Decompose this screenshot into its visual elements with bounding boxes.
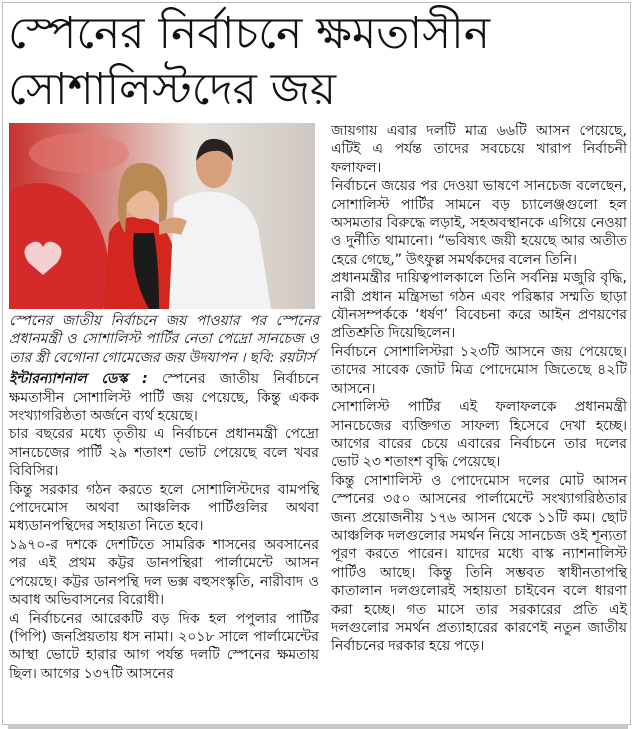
article-paragraph: জায়গায় এবার দলটি মাত্র ৬৬টি আসন পেয়েছে, এটিই এ পর্যন্ত তাদের সবচেয়ে খারাপ নির্বাচনী ফলাফল। (331, 123, 627, 176)
article-paragraph: সোশালিস্ট পার্টির এই ফলাফলকে প্রধানমন্ত্রী সানচেজের ব্যক্তিগত সাফল্য হিসেবে দেখা হচ্ছে। আগের বারের চেয়ে এবারের নির্বাচনে তার দলের ভোট ২৩ শতাংশ বৃদ্ধি পেয়েছে। (331, 399, 627, 471)
article-paragraph: নির্বাচনে জয়ের পর দেওয়া ভাষণে সানচেজ বলেছেন, সোশালিস্ট পার্টির সামনে বড় চ্যালেঞ্জগুলো হল অসমতার বিরুদ্ধে লড়াই, সহঅবস্থানকে এগিয়ে নেওয়া ও দুর্নীতি থামানো। “ভবিষ্যৎ জয়ী হয়েছে আর অতীত হেরে গেছে,” উৎফুল্ল সমর্থকদের বলেন তিনি। (331, 178, 627, 268)
headline-line-1: স্পেনের নির্বাচনে ক্ষমতাসীন (8, 8, 490, 59)
article-column-left (9, 312, 319, 683)
dateline: ইন্টারন্যাশনাল ডেস্ক : (9, 371, 148, 388)
article-paragraph: কিন্তু সরকার গঠন করতে হলে সোশালিস্টদের বামপন্থি পোদেমোস অথবা আঞ্চলিক পার্টিগুলির অথবা মধ্যডানপন্থিদের সহায়তা নিতে হবে। (9, 481, 319, 535)
paragraph-text: স্পেনের জাতীয় নির্বাচনে ক্ষমতাসীন সোশালিস্ট পার্টি জয় পেয়েছে, কিন্তু একক সংখ্যাগরিষ্ঠতা অর্জনে ব্যর্থ হয়েছে। (9, 371, 319, 425)
article-column-right (331, 122, 627, 656)
headline (8, 6, 628, 118)
article-paragraph: প্রধানমন্ত্রীর দায়িত্বপালকালে তিনি সর্বনিম্ন মজুরি বৃদ্ধি, নারী প্রধান মন্ত্রিসভা গঠন এবং পরিষ্কার সম্মতি ছাড়া যৌনসম্পর্ককে ‘ধর্ষণ’ বিবেচনা করে আইন প্রণয়ণের প্রতিশ্রুতি দিয়েছিলেন। (331, 270, 627, 342)
article-paragraph: ১৯৭০-র দশকে দেশটিতে সামরিক শাসনের অবসানের পর এই প্রথম কট্টর ডানপন্থিরা পার্লামেন্টে আসন পেয়েছে। কট্টর ডানপন্থি দল ভক্স বহুসংস্কৃতি, নারীবাদ ও অবাধ অভিবাসনের বিরোধী। (9, 536, 319, 609)
photo-caption: স্পেনের জাতীয় নির্বাচনে জয় পাওয়ার পর স্পেনের প্রধানমন্ত্রী ও সোশালিস্ট পার্টির নেতা পেদ্রো সানচেজ ও তার স্ত্রী বেগোনা গোমেজের জয় উদযাপন । ছবি: রয়টার্স (9, 313, 319, 366)
article-paragraph (9, 370, 319, 425)
news-photo (9, 123, 315, 309)
article-paragraph: চার বছরের মধ্যে তৃতীয় এ নির্বাচনে প্রধানমন্ত্রী পেদ্রো সানচেজের পার্টি ২৯ শতাংশ ভোট পেয়েছে বলে খবর বিবিসির। (9, 426, 319, 480)
article-paragraph: কিন্তু সোশালিস্ট ও পোদেমোস দলের মোট আসন স্পেনের ৩৫০ আসনের পার্লামেন্টে সংখ্যাগরিষ্ঠতার জন্য প্রয়োজনীয় ১৭৬ আসন থেকে ১১টি কম। ছোট আঞ্চলিক দলগুলোর সমর্থন নিয়ে সানচেজ ওই শূন্যতা পূরণ করতে পারেন। যাদের মধ্যে বাস্ক ন্যাশনালিস্ট পার্টিও আছে। কিন্তু তিনি সম্ভবত স্বাধীনতাপন্থি কাতালান দলগুলোরই সহায়তা চাইবেন বলে ধারণা করা হচ্ছে। গত মাসে তার সরকারের প্রতি এই দলগুলোর সমর্থন প্রত্যাহারের কারণেই নতুন জাতীয় নির্বাচনের দরকার হয়ে পড়ে। (331, 472, 627, 655)
photo-illustration (9, 123, 315, 309)
bottom-divider (8, 724, 628, 729)
article-paragraph: নির্বাচনে সোশালিস্টরা ১২৩টি আসনে জয় পেয়েছে। তাদের সাবেক জোট মিত্র পোদেমোস জিতেছে ৪২টি আসনে। (331, 343, 627, 397)
headline-line-2: সোশালিস্টদের জয় (8, 64, 337, 115)
article-paragraph: এ নির্বাচনের আরেকটি বড় দিক হল পপুলার পার্টির (পিপি) জনপ্রিয়তায় ধস নামা। ২০১৮ সালে পার্লামেন্টের আস্থা ভোটে হারার আগ পর্যন্ত দলটি স্পেনের ক্ষমতায় ছিল। আগের ১৩৭টি আসনের (9, 610, 319, 682)
